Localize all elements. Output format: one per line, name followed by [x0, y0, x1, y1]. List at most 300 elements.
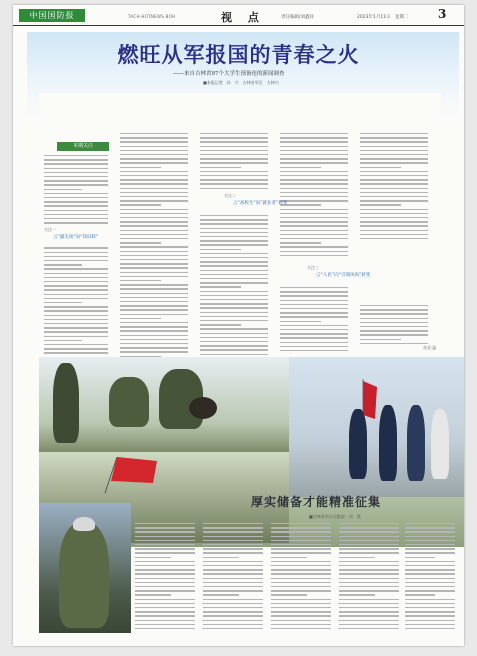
text-line	[135, 561, 195, 562]
text-line	[200, 341, 268, 342]
text-line	[135, 590, 195, 591]
text-line	[203, 607, 263, 608]
text-line	[44, 210, 108, 211]
text-line	[203, 531, 263, 532]
text-line	[405, 590, 455, 591]
text-line	[44, 159, 108, 160]
text-line	[280, 162, 348, 163]
text-line	[120, 339, 188, 340]
text-line	[200, 146, 268, 147]
text-line	[280, 141, 348, 142]
text-line	[44, 197, 108, 198]
text-line	[200, 244, 268, 245]
text-line	[200, 354, 268, 355]
text-line	[360, 192, 428, 193]
text-line	[200, 253, 268, 254]
text-line	[271, 607, 331, 608]
text-line	[135, 565, 195, 566]
text-line	[280, 316, 348, 317]
text-line	[280, 291, 348, 292]
text-line	[44, 302, 82, 303]
text-line	[44, 319, 108, 320]
text-line	[44, 281, 108, 282]
text-line	[120, 297, 188, 298]
text-line	[135, 578, 195, 579]
text-line	[280, 196, 348, 197]
text-line	[200, 303, 268, 304]
text-line	[135, 573, 195, 574]
article-signature: 东北·温	[423, 345, 437, 350]
text-line	[203, 594, 239, 595]
text-line	[200, 295, 268, 296]
text-line	[339, 594, 375, 595]
text-line	[44, 218, 108, 219]
text-line	[44, 214, 108, 215]
text-line	[120, 280, 161, 281]
lead-byline: ■本报记者 孙 兴 吉林省军区 方林兴	[203, 80, 279, 85]
text-line	[360, 339, 401, 340]
text-line	[120, 179, 188, 180]
text-line	[280, 217, 348, 218]
subhead-2: 云“高校生”向“就业者”转变	[233, 201, 288, 206]
text-line	[360, 330, 428, 331]
text-line	[203, 628, 263, 629]
text-line	[120, 192, 188, 193]
text-line	[339, 527, 399, 528]
text-line	[200, 223, 268, 224]
text-line	[271, 594, 307, 595]
text-line	[200, 150, 268, 151]
text-line	[200, 265, 268, 266]
text-line	[203, 603, 263, 604]
soldier-figure	[109, 377, 149, 427]
text-line	[339, 611, 399, 612]
text-line	[271, 615, 331, 616]
text-line	[135, 536, 195, 537]
text-line	[405, 586, 455, 587]
text-line	[44, 268, 108, 269]
text-line	[271, 611, 331, 612]
text-line	[405, 628, 455, 629]
text-line	[120, 200, 188, 201]
text-line	[360, 204, 401, 205]
text-line	[135, 611, 195, 612]
text-line	[339, 586, 399, 587]
text-line	[405, 624, 455, 625]
text-line	[280, 337, 348, 338]
text-line	[120, 225, 188, 226]
text-line	[44, 168, 108, 169]
text-line	[405, 594, 435, 595]
text-line	[120, 183, 188, 184]
text-line	[135, 523, 195, 524]
text-line	[280, 225, 348, 226]
text-line	[200, 261, 268, 262]
text-line	[44, 155, 108, 156]
text-line	[271, 552, 331, 553]
text-line	[271, 620, 331, 621]
text-line	[135, 540, 195, 541]
text-line	[271, 523, 331, 524]
text-line	[203, 540, 263, 541]
text-line	[200, 257, 268, 258]
text-line	[280, 295, 348, 296]
text-line	[360, 334, 428, 335]
text-line	[44, 298, 108, 299]
text-line	[360, 133, 428, 134]
text-line	[200, 316, 268, 317]
text-line	[405, 578, 455, 579]
text-line	[120, 314, 188, 315]
text-line	[200, 167, 241, 168]
text-line	[271, 531, 331, 532]
text-line	[120, 347, 188, 348]
text-line	[200, 171, 268, 172]
text-line	[280, 342, 348, 343]
page-header	[13, 5, 464, 31]
text-line	[405, 615, 455, 616]
section-tag: 本期关注	[57, 142, 109, 151]
text-line	[135, 615, 195, 616]
text-line	[200, 270, 268, 271]
text-line	[120, 288, 188, 289]
text-line	[203, 557, 239, 558]
text-line	[120, 158, 188, 159]
page-number: 3	[438, 7, 447, 21]
text-line	[203, 578, 263, 579]
text-line	[135, 594, 171, 595]
text-line	[120, 351, 188, 352]
lead-headline: 燃旺从军报国的青春之火	[117, 42, 360, 67]
text-line	[280, 133, 348, 134]
text-line	[360, 238, 428, 239]
helmet	[73, 517, 95, 531]
text-line	[405, 611, 455, 612]
text-line	[44, 306, 108, 307]
text-line	[120, 196, 188, 197]
text-line	[280, 325, 348, 326]
text-line	[44, 176, 108, 177]
text-line	[339, 628, 399, 629]
text-line	[200, 162, 268, 163]
text-line	[405, 552, 455, 553]
text-line	[135, 599, 195, 600]
text-line	[405, 523, 455, 524]
text-line	[405, 599, 455, 600]
text-line	[280, 209, 348, 210]
subhead-1: 云“露尖顶”向“知识转“	[53, 235, 99, 240]
text-line	[339, 607, 399, 608]
text-line	[200, 133, 268, 134]
issue-date: 2023年1月11日 星期二	[357, 15, 409, 20]
text-line	[120, 171, 188, 172]
tire-obstacle	[189, 397, 217, 419]
text-line	[135, 531, 195, 532]
text-line	[200, 215, 268, 216]
text-line	[44, 352, 108, 353]
text-line	[44, 252, 108, 253]
text-line	[135, 603, 195, 604]
text-line	[405, 548, 455, 549]
text-line	[44, 336, 108, 337]
text-line	[120, 276, 188, 277]
text-line	[200, 175, 268, 176]
text-line	[200, 219, 268, 220]
text-line	[360, 137, 428, 138]
text-line	[120, 242, 161, 243]
text-line	[200, 158, 268, 159]
text-line	[405, 607, 455, 608]
text-line	[120, 251, 188, 252]
text-line	[120, 209, 188, 210]
text-line	[360, 179, 428, 180]
soldier-figure	[349, 409, 367, 479]
text-line	[120, 230, 188, 231]
training-photo	[39, 357, 289, 452]
text-line	[44, 294, 108, 295]
text-line	[44, 344, 108, 345]
text-line	[339, 624, 399, 625]
soldier-figure	[431, 409, 449, 479]
text-line	[200, 333, 268, 334]
text-line	[339, 578, 399, 579]
kicker-2: 关注二	[224, 193, 236, 198]
text-line	[200, 291, 268, 292]
soldier-figure	[407, 405, 425, 481]
text-line	[120, 238, 188, 239]
text-line	[360, 188, 428, 189]
text-line	[120, 335, 188, 336]
text-line	[271, 628, 331, 629]
text-line	[360, 305, 428, 306]
text-line	[120, 146, 188, 147]
text-line	[200, 299, 268, 300]
text-line	[44, 163, 108, 164]
text-line	[339, 573, 399, 574]
text-line	[135, 557, 171, 558]
text-line	[339, 603, 399, 604]
text-line	[280, 221, 348, 222]
text-line	[120, 141, 188, 142]
masthead-logo: 中国国防报	[19, 9, 85, 22]
text-line	[203, 527, 263, 528]
text-line	[120, 221, 188, 222]
text-line	[44, 260, 108, 261]
text-line	[271, 586, 331, 587]
text-line	[280, 300, 348, 301]
text-line	[200, 324, 241, 325]
text-line	[200, 328, 268, 329]
text-line	[120, 213, 188, 214]
text-line	[339, 565, 399, 566]
text-line	[203, 624, 263, 625]
text-line	[120, 255, 188, 256]
text-line	[339, 582, 399, 583]
text-line	[44, 180, 108, 181]
text-line	[203, 590, 263, 591]
text-line	[339, 590, 399, 591]
text-line	[271, 548, 331, 549]
text-line	[44, 348, 108, 349]
text-line	[360, 150, 428, 151]
soldier-figure	[379, 405, 397, 481]
text-line	[360, 326, 428, 327]
text-line	[135, 624, 195, 625]
text-line	[280, 255, 348, 256]
text-line	[280, 329, 348, 330]
text-line	[280, 188, 348, 189]
text-line	[44, 172, 108, 173]
text-line	[280, 238, 348, 239]
text-line	[339, 536, 399, 537]
text-line	[339, 548, 399, 549]
text-line	[44, 256, 108, 257]
text-line	[120, 133, 188, 134]
soldier-figure	[53, 363, 79, 443]
text-line	[271, 590, 331, 591]
text-line	[44, 273, 108, 274]
text-line	[135, 620, 195, 621]
text-line	[271, 624, 331, 625]
text-line	[203, 544, 263, 545]
text-line	[360, 230, 428, 231]
text-line	[44, 247, 108, 248]
text-line	[44, 193, 108, 194]
text-line	[280, 167, 321, 168]
text-line	[271, 573, 331, 574]
text-line	[120, 162, 188, 163]
second-headline: 厚实储备才能精准征集	[251, 495, 382, 509]
text-line	[280, 213, 348, 214]
text-line	[120, 263, 188, 264]
text-line	[200, 232, 268, 233]
text-line	[339, 531, 399, 532]
text-line	[44, 264, 82, 265]
text-line	[200, 337, 268, 338]
text-line	[280, 333, 348, 334]
text-line	[44, 222, 108, 223]
text-line	[135, 552, 195, 553]
text-line	[339, 557, 375, 558]
text-line	[405, 540, 455, 541]
flag-icon	[99, 455, 159, 495]
text-line	[360, 225, 428, 226]
text-line	[280, 179, 348, 180]
text-line	[120, 204, 161, 205]
text-line	[271, 565, 331, 566]
text-line	[360, 234, 428, 235]
kicker-3: 关注三	[307, 265, 319, 270]
text-line	[120, 318, 161, 319]
text-line	[200, 240, 268, 241]
text-line	[280, 158, 348, 159]
text-line	[405, 582, 455, 583]
text-line	[203, 582, 263, 583]
section-name: 视 点	[221, 11, 265, 24]
text-line	[135, 582, 195, 583]
text-line	[360, 309, 428, 310]
text-line	[203, 615, 263, 616]
text-line	[203, 548, 263, 549]
kicker-1: 关注一	[44, 227, 56, 232]
text-line	[120, 137, 188, 138]
text-line	[44, 315, 108, 316]
text-line	[360, 221, 428, 222]
text-line	[360, 200, 428, 201]
text-line	[280, 242, 321, 243]
text-line	[135, 569, 195, 570]
text-line	[360, 343, 428, 344]
text-line	[120, 326, 188, 327]
text-line	[271, 536, 331, 537]
text-line	[360, 196, 428, 197]
text-line	[135, 607, 195, 608]
text-line	[280, 154, 348, 155]
text-line	[44, 289, 108, 290]
text-line	[200, 307, 268, 308]
text-line	[360, 154, 428, 155]
text-line	[271, 569, 331, 570]
text-line	[271, 582, 331, 583]
text-line	[120, 267, 188, 268]
text-line	[360, 167, 401, 168]
text-line	[280, 234, 348, 235]
text-line	[44, 310, 108, 311]
text-line	[271, 544, 331, 545]
text-line	[44, 184, 108, 185]
text-line	[360, 213, 428, 214]
text-line	[280, 246, 348, 247]
text-line	[280, 175, 348, 176]
text-line	[200, 228, 268, 229]
text-line	[405, 536, 455, 537]
text-line	[339, 544, 399, 545]
editor-credit: 责任编辑/刘鑫祥	[281, 15, 315, 20]
header-rule	[13, 25, 464, 26]
text-line	[120, 272, 188, 273]
text-line	[360, 175, 428, 176]
text-line	[280, 304, 348, 305]
text-line	[405, 561, 455, 562]
text-line	[120, 175, 188, 176]
text-line	[405, 527, 455, 528]
text-line	[200, 249, 241, 250]
text-line	[405, 557, 435, 558]
text-line	[360, 146, 428, 147]
text-line	[200, 278, 268, 279]
text-line	[120, 330, 188, 331]
text-line	[135, 586, 195, 587]
text-line	[44, 277, 108, 278]
text-line	[271, 557, 307, 558]
text-line	[271, 540, 331, 541]
text-line	[200, 349, 268, 350]
text-line	[120, 322, 188, 323]
text-line	[360, 158, 428, 159]
text-line	[280, 192, 348, 193]
text-line	[339, 569, 399, 570]
text-line	[360, 318, 428, 319]
text-line	[360, 313, 428, 314]
text-line	[44, 323, 108, 324]
text-line	[280, 146, 348, 147]
text-line	[280, 350, 348, 351]
text-line	[360, 183, 428, 184]
text-line	[271, 561, 331, 562]
text-line	[135, 544, 195, 545]
text-line	[120, 217, 188, 218]
subhead-3: 云“人民”向“引领风尚”转变	[316, 273, 371, 278]
